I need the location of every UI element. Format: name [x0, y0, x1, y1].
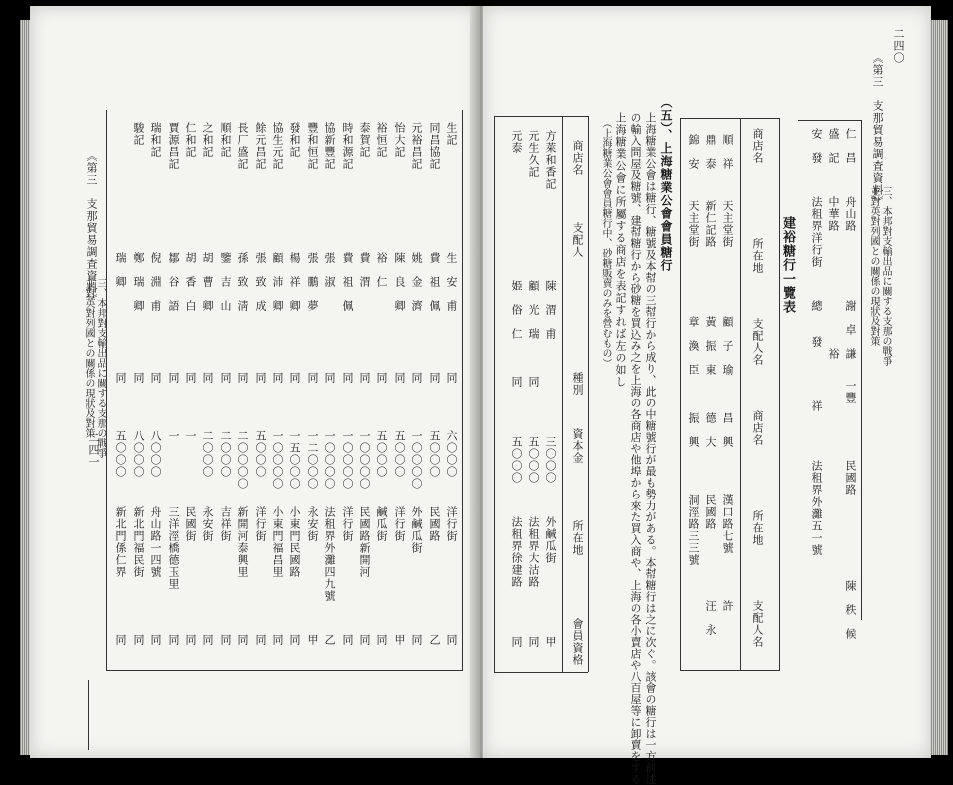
left-row-14-address: 永安街	[201, 506, 214, 542]
left-row-8-type: 同	[306, 372, 319, 384]
left-row-16-type: 同	[167, 372, 180, 384]
top-table-right-border	[861, 120, 862, 620]
left-row-11-grade: 同	[254, 634, 267, 646]
left-row-6-manager: 費 祖 佩	[341, 252, 354, 312]
second-row-0-manager: 顧 子 瑜	[721, 316, 734, 376]
left-row-6-name: 時和源記	[341, 122, 354, 170]
left-row-1-type: 同	[428, 372, 441, 384]
left-row-15-grade: 同	[184, 634, 197, 646]
left-row-5-manager: 費 渭	[358, 252, 371, 288]
third-row-1-type: 同	[527, 376, 540, 388]
left-row-17-address: 舟山路一四號	[149, 506, 162, 578]
top-row-0-name2: 一豐	[844, 380, 857, 404]
right-page-number: 二四〇	[892, 28, 905, 64]
second-row-2-address2: 洞涇路三三號	[687, 494, 700, 566]
left-row-0-type: 同	[445, 372, 458, 384]
left-row-4-grade: 同	[375, 634, 388, 646]
top-row-1-name: 盛 記	[827, 128, 840, 164]
left-row-8-grade: 甲	[306, 634, 319, 646]
left-row-17-manager: 倪 淵 甫	[149, 252, 162, 312]
top-row-0-address: 舟山路	[844, 196, 857, 232]
left-row-2-type: 同	[410, 372, 423, 384]
left-row-10-grade: 同	[271, 634, 284, 646]
second-row-0-name: 順 祥	[721, 134, 734, 170]
left-row-10-manager: 顧 沛 卿	[271, 252, 284, 312]
left-row-2-address: 外鹹瓜街	[410, 506, 423, 554]
left-row-0-manager: 生 安 甫	[445, 252, 458, 312]
left-row-17-capital: 八〇〇〇	[149, 430, 162, 478]
left-row-5-capital: 一〇〇〇〇	[358, 430, 371, 490]
left-row-18-address: 新北門福民街	[132, 506, 145, 578]
third-row-2-grade: 同	[510, 636, 523, 648]
top-row-2-name: 安 發	[810, 128, 823, 164]
left-row-2-name: 元裕昌記	[410, 122, 423, 170]
left-row-2-grade: 同	[410, 634, 423, 646]
top-row-2-name2: 祥	[810, 400, 823, 412]
left-row-6-grade: 同	[341, 634, 354, 646]
left-row-9-grade: 同	[288, 634, 301, 646]
right-running-title-sub-2: 並對英對列國との關係の現狀及對策	[868, 186, 879, 346]
third-row-2-type: 同	[510, 376, 523, 388]
left-row-0-name: 生記	[445, 122, 458, 146]
left-row-15-name: 仁和記	[184, 122, 197, 158]
second-row-0-name2: 昌 興	[721, 412, 734, 448]
left-row-11-capital: 五〇〇〇	[254, 430, 267, 478]
left-row-7-grade: 乙	[323, 634, 336, 646]
third-row-0-address: 外鹹瓜街	[544, 516, 557, 564]
top-row-0-manager2: 陳 秩 候	[844, 580, 857, 640]
left-row-8-address: 永安街	[306, 506, 319, 542]
top-row-2-address2: 法租界外灘五一號	[810, 460, 823, 556]
left-row-5-name: 泰賀記	[358, 122, 371, 158]
left-row-7-name: 協新豐記	[323, 122, 336, 170]
left-row-7-address: 法租界外灘四九號	[323, 506, 336, 602]
third-table-bottom-border	[494, 672, 588, 673]
third-header-grade: 會員資格	[571, 618, 584, 666]
left-row-14-grade: 同	[201, 634, 214, 646]
left-row-7-capital: 一〇〇〇〇	[323, 430, 336, 490]
left-row-12-name: 長厂盛記	[236, 122, 249, 170]
left-row-8-name: 豐和恒記	[306, 122, 319, 170]
body-line-3: 上海糖業公會に所屬する商店を表記すれば左の如し	[614, 112, 627, 388]
second-row-1-manager2: 汪 永	[704, 600, 717, 636]
second-row-1-address2: 民國路	[704, 494, 717, 530]
third-row-1-address: 法租界大沽路	[527, 516, 540, 588]
second-row-0-manager2: 許	[721, 600, 734, 612]
third-row-2-name: 元泰	[510, 130, 523, 154]
left-row-0-grade: 同	[445, 634, 458, 646]
left-row-16-capital: 一	[167, 430, 180, 442]
second-table-heading: 建裕糖行一覽表	[780, 216, 795, 314]
top-table-top-border	[798, 120, 861, 121]
second-row-2-address: 天主堂街	[687, 200, 700, 248]
left-row-13-name: 順和記	[219, 122, 232, 158]
left-row-16-address: 三洋涇橋德玉里	[167, 506, 180, 590]
top-row-1-address: 中華路	[827, 196, 840, 232]
left-row-18-manager: 鄭 瑞 卿	[132, 252, 145, 312]
second-row-0-address2: 漢口路七號	[721, 494, 734, 554]
second-header-name2: 商店名	[751, 410, 764, 446]
second-row-2-name2: 振 興	[687, 412, 700, 448]
left-row-2-capital: 一〇〇〇〇	[410, 430, 423, 490]
left-row-9-address: 小東門民國路	[288, 506, 301, 578]
left-row-13-capital: 二〇〇〇	[219, 430, 232, 478]
left-row-1-manager: 費 祖 佩	[428, 252, 441, 312]
third-row-0-manager: 陳 渭 甫	[544, 280, 557, 340]
third-header-capital: 資本金	[571, 428, 584, 464]
left-row-19-capital: 五〇〇〇	[114, 430, 127, 478]
second-header-name: 商店名	[751, 128, 764, 164]
left-row-18-capital: 八〇〇〇	[132, 430, 145, 478]
left-row-6-type: 同	[341, 372, 354, 384]
left-row-11-address: 洋行街	[254, 506, 267, 542]
left-row-16-grade: 同	[167, 634, 180, 646]
left-row-17-type: 同	[149, 372, 162, 384]
left-page-number: 二四一	[87, 432, 100, 468]
left-row-5-grade: 同	[358, 634, 371, 646]
left-row-14-type: 同	[201, 372, 214, 384]
third-row-2-address: 法租界徐建路	[510, 516, 523, 588]
left-row-5-type: 同	[358, 372, 371, 384]
left-row-8-capital: 一二〇〇〇	[306, 430, 319, 490]
left-row-11-manager: 張 致 成	[254, 252, 267, 312]
third-row-0-capital: 三〇〇〇	[544, 436, 557, 484]
second-row-2-name: 錦 安	[687, 134, 700, 170]
left-row-13-address: 吉祥街	[219, 506, 232, 542]
left-row-18-name: 駿記	[132, 122, 145, 146]
left-row-16-manager: 鄒 谷 語	[167, 252, 180, 312]
left-running-title: 《第三 支那貿易調査資料》	[85, 150, 98, 306]
left-table-left-border	[106, 110, 107, 670]
left-row-10-type: 同	[271, 372, 284, 384]
left-running-title-sub-2: 並對英對列國との關係の現狀及對策	[83, 278, 94, 438]
third-row-0-name: 方萊和香記	[544, 130, 557, 190]
left-row-5-address: 民國路新開河	[358, 506, 371, 578]
left-row-19-address: 新北門係仁界	[114, 506, 127, 578]
third-header-type: 種別	[571, 372, 584, 396]
second-row-1-address: 新仁記路	[704, 200, 717, 248]
left-row-4-manager: 裕 仁	[375, 252, 388, 288]
left-row-6-capital: 一〇〇〇〇	[341, 430, 354, 490]
left-row-18-grade: 同	[132, 634, 145, 646]
top-row-0-name: 仁 昌	[844, 128, 857, 164]
left-running-title-sub-1: 三、本邦對支輸出品に關する支那の戰爭	[95, 278, 106, 458]
left-row-13-grade: 同	[219, 634, 232, 646]
left-row-3-grade: 甲	[393, 634, 406, 646]
left-row-3-capital: 五〇〇〇	[393, 430, 406, 478]
left-row-18-type: 同	[132, 372, 145, 384]
left-row-10-name: 協生元記	[271, 122, 284, 170]
left-row-7-type: 同	[323, 372, 336, 384]
left-row-9-manager: 楊 祥 卿	[288, 252, 301, 312]
right-running-title-sub-1: 三、本邦對支輸出品に關する支那の戰爭	[880, 186, 891, 366]
second-row-1-name2: 德 大	[704, 412, 717, 448]
second-row-1-manager: 黃 振 東	[704, 316, 717, 376]
third-table-right-border	[588, 116, 589, 672]
left-row-1-capital: 五〇〇〇	[428, 430, 441, 478]
left-row-2-manager: 姚 金 濟	[410, 252, 423, 312]
left-row-14-capital: 二〇〇〇	[201, 430, 214, 478]
left-row-11-name: 餘元昌記	[254, 122, 267, 170]
left-row-19-manager: 瑞 卿	[114, 252, 127, 288]
left-row-17-grade: 同	[149, 634, 162, 646]
second-row-0-address: 天主堂街	[721, 200, 734, 248]
left-row-12-grade: 同	[236, 634, 249, 646]
left-row-8-manager: 張 鵬 夢	[306, 252, 319, 312]
left-row-9-type: 同	[288, 372, 301, 384]
left-row-13-type: 同	[219, 372, 232, 384]
second-table-bottom-border	[680, 670, 780, 671]
left-row-4-name: 裕恒記	[375, 122, 388, 158]
small-note: （上海糖業公會會員糖行中、砂糖販賣のみを營むもの）	[600, 118, 611, 368]
third-table-top-border	[494, 116, 588, 117]
third-row-1-manager: 顧 光 瑞	[527, 280, 540, 340]
left-row-3-manager: 陳 良 卿	[393, 252, 406, 312]
second-row-2-manager: 章 渙 臣	[687, 316, 700, 376]
top-row-2-address: 法租界洋行街	[810, 196, 823, 268]
left-row-11-type: 同	[254, 372, 267, 384]
left-row-0-capital: 六〇〇〇	[445, 430, 458, 478]
left-table-right-border	[462, 110, 463, 670]
left-row-12-capital: 二〇〇〇〇	[236, 430, 249, 490]
second-header-address: 所在地	[751, 238, 764, 274]
left-row-12-type: 同	[236, 372, 249, 384]
left-row-14-name: 之和記	[201, 122, 214, 158]
left-page-side-rule	[88, 680, 89, 750]
second-table-top-border	[680, 118, 780, 119]
right-running-title: 《第三 支那貿易調査資料》	[871, 52, 884, 208]
left-row-15-address: 民國街	[184, 506, 197, 542]
section-title: （五）、上海糖業公會會員糖行	[659, 96, 673, 272]
left-row-3-type: 同	[393, 372, 406, 384]
second-header-address2: 所在地	[751, 510, 764, 546]
left-row-0-address: 洋行街	[445, 506, 458, 542]
top-row-0-manager: 謝 卓 謙	[844, 300, 857, 360]
second-table-header-rule	[740, 118, 741, 670]
left-row-1-grade: 乙	[428, 634, 441, 646]
left-row-9-capital: 一五〇〇〇	[288, 430, 301, 490]
third-header-manager: 支配人	[571, 222, 584, 258]
left-row-19-grade: 同	[114, 634, 127, 646]
top-row-1-manager: 裕	[827, 300, 840, 360]
left-row-15-capital: 一	[184, 430, 197, 442]
left-row-6-address: 洋行街	[341, 506, 354, 542]
left-row-12-manager: 孫 致 淸	[236, 252, 249, 312]
left-row-1-address: 民國路	[428, 506, 441, 542]
left-row-17-name: 瑞和記	[149, 122, 162, 158]
third-row-1-name: 元生久記	[527, 130, 540, 178]
third-header-name: 商店名	[571, 140, 584, 176]
left-row-9-name: 發和記	[288, 122, 301, 158]
left-row-4-capital: 五〇〇〇	[375, 430, 388, 478]
left-row-13-manager: 鑒 吉 山	[219, 252, 232, 312]
left-row-19-type: 同	[114, 372, 127, 384]
left-row-14-manager: 胡 曹 卿	[201, 252, 214, 312]
third-table-left-border	[494, 116, 495, 672]
second-header-manager2: 支配人名	[751, 600, 764, 648]
left-row-10-capital: 一〇〇〇〇	[271, 430, 284, 490]
left-row-10-address: 小東門福昌里	[271, 506, 284, 578]
second-table-right-border	[779, 118, 780, 670]
third-row-1-grade: 同	[527, 636, 540, 648]
left-row-16-name: 賈源昌記	[167, 122, 180, 170]
left-row-15-manager: 胡 香 白	[184, 252, 197, 312]
left-row-3-address: 洋行街	[393, 506, 406, 542]
second-header-manager: 支配人名	[751, 318, 764, 366]
third-row-2-manager: 姫 俗 仁	[510, 280, 523, 340]
left-row-7-manager: 張 淑	[323, 252, 336, 288]
left-table-bottom-border	[106, 670, 463, 671]
left-row-12-address: 新開河泰興里	[236, 506, 249, 578]
top-row-0-address2: 民國路	[844, 460, 857, 496]
right-page-edge	[930, 20, 948, 755]
left-row-3-name: 怡大記	[393, 122, 406, 158]
top-row-2-manager: 總 發	[810, 300, 823, 348]
second-table-left-border	[680, 118, 681, 670]
third-row-1-capital: 五〇〇〇	[527, 436, 540, 484]
third-row-0-grade: 甲	[544, 636, 557, 648]
left-row-4-address: 鹹瓜街	[375, 506, 388, 542]
third-table-header-rule	[562, 116, 563, 672]
third-row-2-capital: 五〇〇〇	[510, 436, 523, 484]
third-header-address: 所在地	[571, 520, 584, 556]
body-line-2: の輸入問屋及糖號、建幇糖行から砂糖を買込み之を上海の各商店や他埠から來た買入商や、上海の各小賣店や八百屋等に卸賣をする	[629, 112, 642, 785]
left-row-15-type: 同	[184, 372, 197, 384]
second-row-1-name: 鼎 泰	[704, 134, 717, 170]
left-row-4-type: 同	[375, 372, 388, 384]
left-row-1-name: 同昌協記	[428, 122, 441, 170]
body-line-1: 上海糖業公會は糖行、糖號及本幇の三幇行から成り、此の中糖號行が最も勢力がある。本幇糖行は之に次ぐ。該會の糖行は一方前述	[644, 112, 657, 785]
